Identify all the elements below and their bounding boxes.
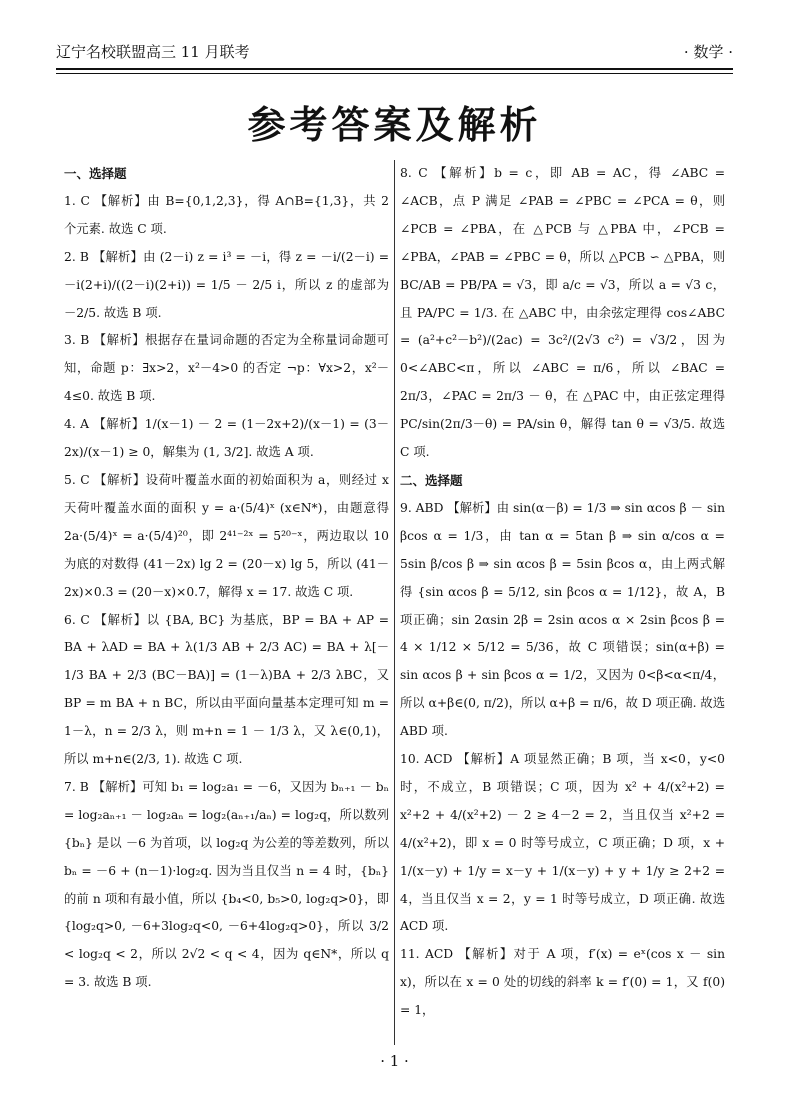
left-column [64, 160, 389, 997]
answer-item-6: 6. C 【解析】以 {BA, BC} 为基底，BP = BA + AP = BA + λAD = BA + λ(1/3 AB + 2/3 AC) = BA + λ[－1/3 BA + 2/3 (BC－BA)] = (1－λ)BA + 2/3 λBC，又 BP = m BA + n BC，所以由平面向量基本定理可知 m = 1－λ，n = 2/3 λ，则 m+n = 1 － 1/3 λ，又 λ∈(0,1)，所以 m+n∈(2/3, 1). 故选 C 项. [64, 612, 389, 767]
subject-label: · 数学 · [683, 43, 733, 61]
page-number: · 1 · [380, 1052, 409, 1070]
answer-item-9: 9. ABD 【解析】由 sin(α－β) = 1/3 ⇒ sin αcos β － sin βcos α = 1/3，由 tan α = 5tan β ⇒ sin α/cos α = 5sin β/cos β ⇒ sin αcos β = 5sin βcos α，由上两式解得 {sin αcos β = 5/12, sin βcos α = 1/12}，故 A，B 项正确；sin 2αsin 2β = 2sin αcos α × 2sin βcos β = 4 × 1/12 × 5/12 = 5/36，故 C 项错误；sin(α+β) = sin αcos β + sin βcos α = 1/2，又因为 0<β<α<π/4，所以 α+β∈(0, π/2)，所以 α+β = π/6，故 D 项正确. 故选 ABD 项. [400, 500, 725, 739]
answer-item-10: 10. ACD 【解析】A 项显然正确；B 项，当 x<0，y<0 时，不成立，B 项错误；C 项，因为 x² + 4/(x²+2) = x²+2 + 4/(x²+2) － 2 ≥ 4－2 = 2，当且仅当 x²+2 = 4/(x²+2)，即 x = 0 时等号成立，C 项正确；D 项，x + 1/(x－y) + 1/y = x－y + 1/(x－y) + y + 1/y ≥ 2+2 = 4，当且仅当 x = 2，y = 1 时等号成立，D 项正确. 故选 ACD 项. [400, 752, 725, 934]
answer-item-2: 2. B 【解析】由 (2－i) z = i³ = －i，得 z = －i/(2－i) = －i(2+i)/((2－i)(2+i)) = 1/5 － 2/5 i，所以 z 的虚部为 －2/5. 故选 B 项. [64, 249, 389, 320]
answer-item-7: 7. B 【解析】可知 b₁ = log₂a₁ = －6，又因为 bₙ₊₁ － bₙ = log₂aₙ₊₁ － log₂aₙ = log₂(aₙ₊₁/aₙ) = log₂q，所以数列 {bₙ} 是以 －6 为首项，以 log₂q 为公差的等差数列，所以 bₙ = －6 + (n－1)·log₂q. 因为当且仅当 n = 4 时，{bₙ} 的前 n 项和有最小值，所以 {b₄<0, b₅>0, log₂q>0}，即 {log₂q>0, －6+3log₂q<0, －6+4log₂q>0}，所以 3/2 < log₂q < 2，所以 2√2 < q < 4，因为 q∈N*，所以 q = 3. 故选 B 项. [64, 779, 389, 990]
section-heading-multi-select: 二、选择题 [400, 472, 463, 488]
answer-item-1: 1. C 【解析】由 B={0,1,2,3}，得 A∩B={1,3}，共 2 个元素. 故选 C 项. [64, 193, 389, 236]
answer-item-5: 5. C 【解析】设荷叶覆盖水面的初始面积为 a，则经过 x 天荷叶覆盖水面的面积 y = a·(5/4)ˣ (x∈N*)，由题意得 2a·(5/4)ˣ = a·(5/4)²⁰，即 2⁴¹⁻²ˣ = 5²⁰⁻ˣ，两边取以 10 为底的对数得 (41－2x) lg 2 = (20－x) lg 5，所以 (41－2x)×0.3 = (20－x)×0.7，解得 x = 17. 故选 C 项. [64, 472, 389, 599]
page-header [56, 40, 733, 70]
answer-item-3: 3. B 【解析】根据存在量词命题的否定为全称量词命题可知，命题 p：∃x>2，x²－4>0 的否定 ¬p：∀x>2，x²－4≤0. 故选 B 项. [64, 333, 389, 404]
answer-item-4: 4. A 【解析】1/(x－1) － 2 = (1－2x+2)/(x－1) = (3－2x)/(x－1) ≥ 0，解集为 (1, 3/2]. 故选 A 项. [64, 417, 389, 460]
exam-name: 辽宁名校联盟高三 11 月联考 [56, 43, 250, 61]
answer-item-11: 11. ACD 【解析】对于 A 项，f′(x) = eˣ(cos x － sin x)，所以在 x = 0 处的切线的斜率 k = f′(0) = 1，又 f(0) = 1， [400, 947, 725, 1018]
section-heading-multiple-choice: 一、选择题 [64, 166, 127, 181]
right-column [400, 160, 725, 1025]
column-divider [394, 160, 395, 1045]
page-title: 参考答案及解析 [247, 103, 542, 147]
answer-item-8: 8. C 【解析】b = c，即 AB = AC，得 ∠ABC = ∠ACB，点 P 满足 ∠PAB = ∠PBC = ∠PCA = θ，则 ∠PCB = ∠PBA，在 △PCB 与 △PBA 中，∠PCB = ∠PBA，∠PAB = ∠PBC = θ，所以 △PCB ∽ △PBA，则 BC/AB = PB/PA = √3，即 a/c = √3，所以 a = √3 c，且 PA/PC = 1/3. 在 △ABC 中，由余弦定理得 cos∠ABC = (a²+c²－b²)/(2ac) = 3c²/(2√3 c²) = √3/2，因为 0<∠ABC<π，所以 ∠ABC = π/6，所以 ∠BAC = 2π/3，∠PAC = 2π/3 － θ，在 △PAC 中，由正弦定理得 PC/sin(2π/3－θ) = PA/sin θ，解得 tan θ = √3/5. 故选 C 项. [400, 166, 725, 460]
